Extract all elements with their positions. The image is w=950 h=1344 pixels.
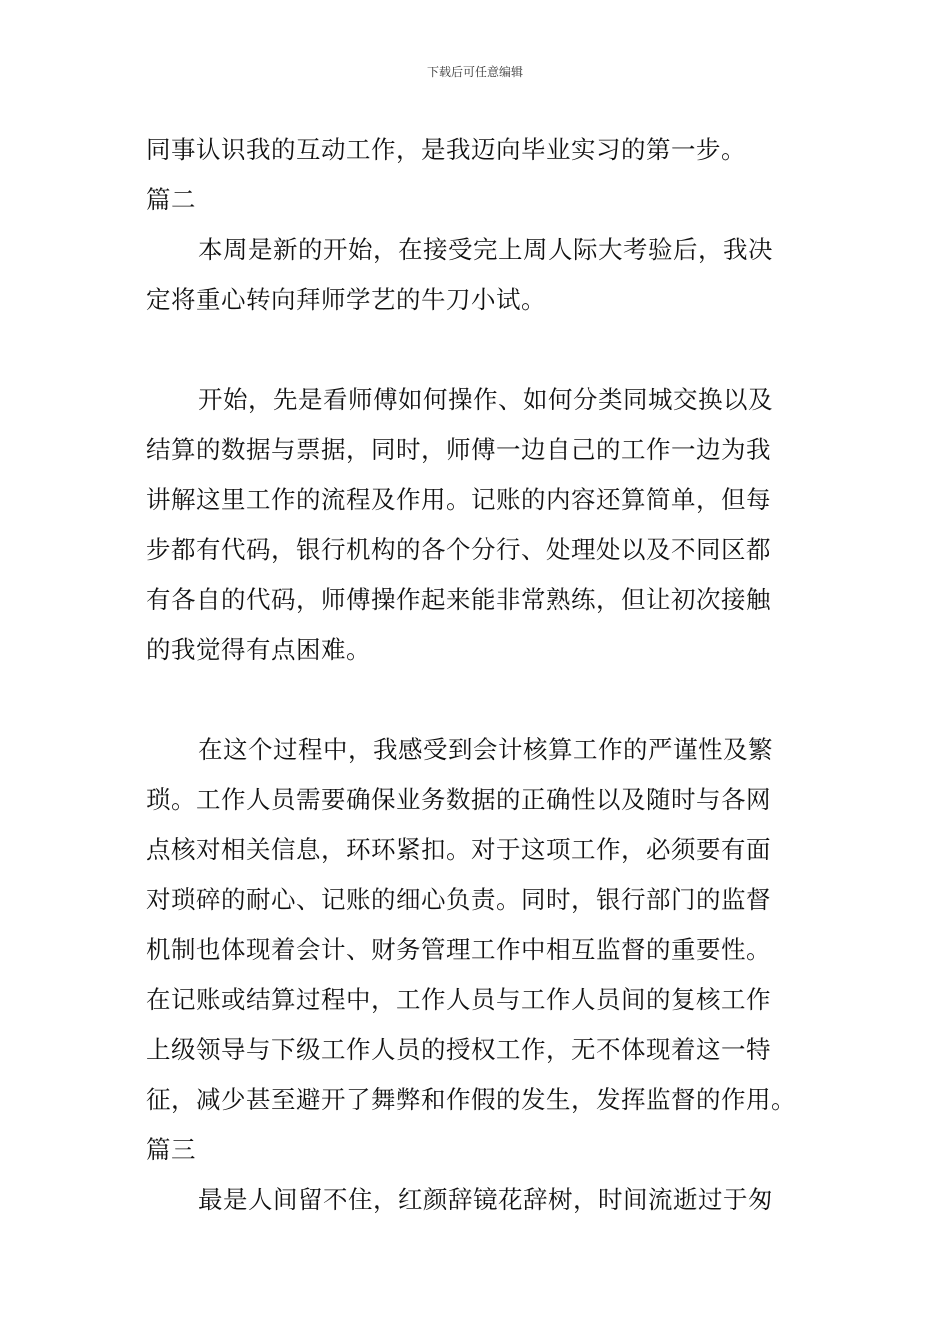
paragraph-line: 的我觉得有点困难。 [146, 635, 371, 664]
paragraph-line: 同事认识我的互动工作，是我迈向毕业实习的第一步。 [146, 135, 746, 164]
paragraph-line: 开始，先是看师傅如何操作、如何分类同城交换以及 [198, 385, 773, 414]
paragraph-line: 对琐碎的耐心、记账的细心负责。同时，银行部门的监督 [146, 885, 771, 914]
paragraph-line: 本周是新的开始，在接受完上周人际大考验后，我决 [198, 235, 773, 264]
section-heading-3: 篇三 [146, 1135, 196, 1164]
paragraph-line: 征，减少甚至避开了舞弊和作假的发生，发挥监督的作用。 [146, 1085, 796, 1114]
page-header-note: 下载后可任意编辑 [426, 65, 523, 79]
paragraph-line: 最是人间留不住，红颜辞镜花辞树，时间流逝过于匆 [198, 1185, 773, 1214]
document-body [146, 125, 811, 1225]
paragraph-line: 在记账或结算过程中，工作人员与工作人员间的复核工作 [146, 985, 771, 1014]
paragraph-line: 步都有代码，银行机构的各个分行、处理处以及不同区都 [146, 535, 771, 564]
section-heading-2: 篇二 [146, 185, 196, 214]
paragraph-line: 定将重心转向拜师学艺的牛刀小试。 [146, 285, 546, 314]
paragraph-line: 点核对相关信息，环环紧扣。对于这项工作，必须要有面 [146, 835, 771, 864]
paragraph-spacer [146, 325, 811, 375]
paragraph-line: 有各自的代码，师傅操作起来能非常熟练，但让初次接触 [146, 585, 771, 614]
paragraph-line: 结算的数据与票据，同时，师傅一边自己的工作一边为我 [146, 435, 771, 464]
paragraph-line: 在这个过程中，我感受到会计核算工作的严谨性及繁 [198, 735, 773, 764]
paragraph-line: 琐。工作人员需要确保业务数据的正确性以及随时与各网 [146, 785, 771, 814]
paragraph-line: 机制也体现着会计、财务管理工作中相互监督的重要性。 [146, 935, 771, 964]
paragraph-line: 上级领导与下级工作人员的授权工作，无不体现着这一特 [146, 1035, 771, 1064]
paragraph-line: 讲解这里工作的流程及作用。记账的内容还算简单，但每 [146, 485, 771, 514]
paragraph-spacer [146, 675, 811, 725]
